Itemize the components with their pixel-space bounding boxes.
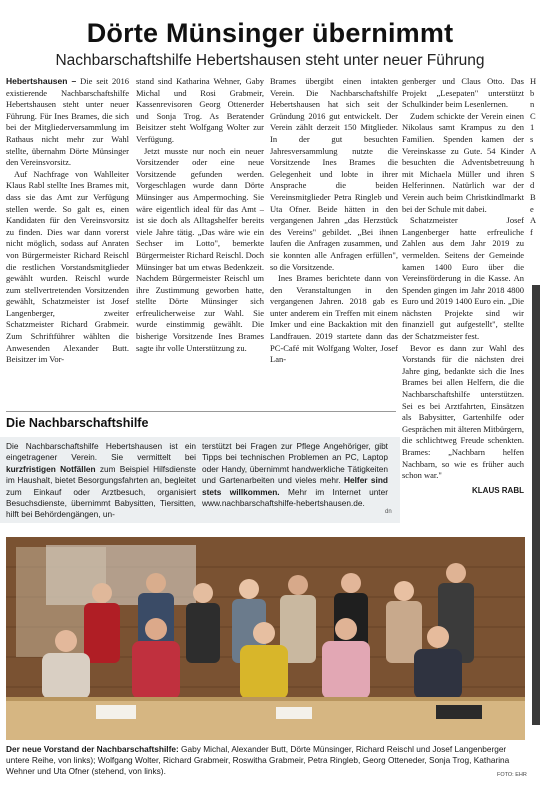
info-box-rule — [6, 411, 396, 412]
photo-caption: Der neue Vorstand der Nachbarschaftshilfe: Gaby Michal, Alexander Butt, Dörte Münsinger, Richard Reischl und Josef Langenberger untere Reihe, von links); Wolfgang Wolter, Richard Grabmeir, Roswitha Grabmeir, Petra Ringleb, Georg Otteneder, Sonja Trog, Katharina Wehner und Uta Ofner (stehend, von links). — [6, 744, 510, 776]
article-column-2 — [136, 76, 264, 388]
group-photo-illustration — [6, 537, 525, 740]
group-photo — [6, 537, 525, 740]
article-paragraph: Schatzmeister Josef Langenberger hatte erfreuliche Zahlen aus dem Jahr 2019 zu vermelden. Seitens der Gemeinde kamen 1400 Euro über die Vereinsförderung in die Kasse. An Spenden gingen im Jahr 2018 4800 Euro und 2019 1400 Euro ein. „Die nächsten Projekte sind wir finanziell gut aufgestellt", stellte der Schatzmeister fest. — [402, 215, 524, 342]
dateline: Hebertshausen – — [6, 76, 77, 86]
article-column-1 — [6, 76, 129, 388]
headline: Dörte Münsinger übernimmt — [86, 18, 454, 48]
photo-credit: FOTO: EHR — [497, 772, 527, 778]
article-column-3 — [270, 76, 398, 388]
article-paragraph: Auf Nachfrage von Wahlleiter Klaus Rabl stellte Ines Brames mit, dass sie das Amt zur Verfügung stellen werde. So galt es, einen Kandidaten für den Vereinsvorsitz zu finden. Dies war dann vorerst nicht möglich, sodass auf Anraten von Bürgermeister Richard Reischl die restlichen Vorstandsmitglieder gewählt wurden. Reischl wurde zum stellvertretenden Vorsitzenden gewählt, Schatzmeister ist Josef Langenberger, zweiter Schatzmeister Richard Grabmeir. Zum Schriftführer wählten die Anwesenden Alexander Butt. Beisitzer im Vor- — [6, 168, 129, 365]
article-paragraph: Brames übergibt einen intakten Verein. Die Nachbarschaftshilfe Hebertshausen hat sich seit der Gründung 2016 gut entwickelt. Der Verein zählt derzeit 150 Mitglieder. In der gut besuchten Jahresversammlung nutzte die Vorsitzende Ines Brames die Gelegenheit und lobte in ihrer Ansprache die beiden Vereinsmitglieder Petra Ringleb und Uta Ofner. Beide hätten in den vergangenen Jahren „das Herzstück des Vereins" gebildet. „Bei ihnen laufen die Anfragen zusammen, und sie konnten alle Anfragen erfüllen", so die Vorsitzende. — [270, 76, 398, 272]
article-paragraph: genberger und Claus Otto. Das Projekt „Lesepaten" unterstützt Schulkinder beim Lesenlernen. — [402, 76, 524, 110]
info-box-column-1: Die Nachbarschaftshilfe Hebertshausen ist ein eingetragener Verein. Sie vermittelt bei kurzfristigen Notfällen zum Beispiel Hilfsdienste im Haushalt, bietet Besorgungsfahrten an, begleitet zum Einkauf oder Arztbesuch, organisiert Besuchsdienste, übernimmt Babysitten, Tiersitten, hilft bei Behördengängen, un- — [6, 441, 196, 520]
article-paragraph: Zudem schickte der Verein einen Nikolaus samt Krampus zu den Familien. Spenden kamen der Vereinskasse zu Gute. 54 Kinder besuchten die Adventsbetreuung mit Michaela Müller und ihren Helferinnen. Natürlich war der Verein auch beim Christkindlmarkt bei der Schule mit dabei. — [402, 110, 524, 214]
info-box-title: Die Nachbarschaftshilfe — [6, 416, 149, 430]
byline: KLAUS RABL — [472, 485, 524, 495]
neighbor-photo-edge — [532, 285, 540, 725]
subheadline: Nachbarschaftshilfe Hebertshausen steht unter neuer Führung — [55, 52, 485, 69]
author-initials: dn — [385, 509, 392, 515]
article-paragraph: Jetzt musste nur noch ein neuer Vorsitzender oder eine neue Vorsitzende gefunden werden. Vorgeschlagen wurde dann Dörte Münsinger aus Ampermoching. Sie wäre eigentlich ideal für das Amt – ist sie doch als Alltagshelfer bereits viele Jahre tätig. „Das wäre wie ein Sechser im Lotto", bemerkte Bürgermeister Richard Reischl. Doch Münsinger bat um etwas Bedenkzeit. Nachdem Bürgermeister Reischl um ihre Zustimmung geworben hatte, stellte Dörte Münsinger sich erfreulicherweise zur Wahl. Sie wurde einstimmig gewählt. Die bisherige Vorsitzende Ines Brames sagte ihr volle Unterstützung zu. — [136, 145, 264, 353]
article-paragraph: Ines Brames berichtete dann von den Veranstaltungen in den vergangenen Jahren. 2018 gab es unter anderem ein Treffen mit einem Imker und eine Backaktion mit den Landfrauen. 2019 startete dann das PC-Café mit Wolfgang Wolter, Josef Lan- — [270, 273, 398, 365]
article-paragraph: Hebertshausen – Die seit 2016 existierende Nachbarschaftshilfe Hebertshausen steht unter neuer Führung. Für Ines Brames, die sich bei der Mitgliederversammlung im Rathaus nicht mehr zur Wahl stellte, übernahm Dörte Münsinger den Vereinsvorsitz. — [6, 76, 129, 168]
article-column-4 — [402, 76, 524, 524]
article-paragraph: stand sind Katharina Wehner, Gaby Michal und Rosi Grabmeir, Kassenrevisoren Georg Ottenerder und Sonja Trog. As Beratender Beisitzer steht Wolfgang Wolter zur Verfügung. — [136, 76, 264, 144]
article-paragraph: Bevor es dann zur Wahl des Vorstands für die nächsten drei Jahre ging, bedankte sich die Ines Brames bei allen Helfern, die die Nachbarschaftshilfe unterstützen. Sei es bei Arztfahrten, Einsätzen als Babysitter, Gartenhilfe oder Gesprächen mit älteren Mitbürgern, die schlichtweg Freude schenkten. Brames: „Nachbarn helfen Nachbarn, so wie es früher auch schon war." — [402, 342, 524, 481]
neighbor-article-edge: H b n C 1 s A h S d B e A f — [530, 76, 537, 237]
info-box-column-2: terstützt bei Fragen zur Pflege Angehöriger, gibt Tipps bei technischen Problemen an PC, Laptop oder Handy, übernimmt handwerkliche Tätigkeiten und Gartenarbeiten und vieles mehr. Helfer sind stets willkommen. Mehr im Internet unter www.nachbarschaftshilfe-hebertshausen.de. — [202, 441, 388, 509]
